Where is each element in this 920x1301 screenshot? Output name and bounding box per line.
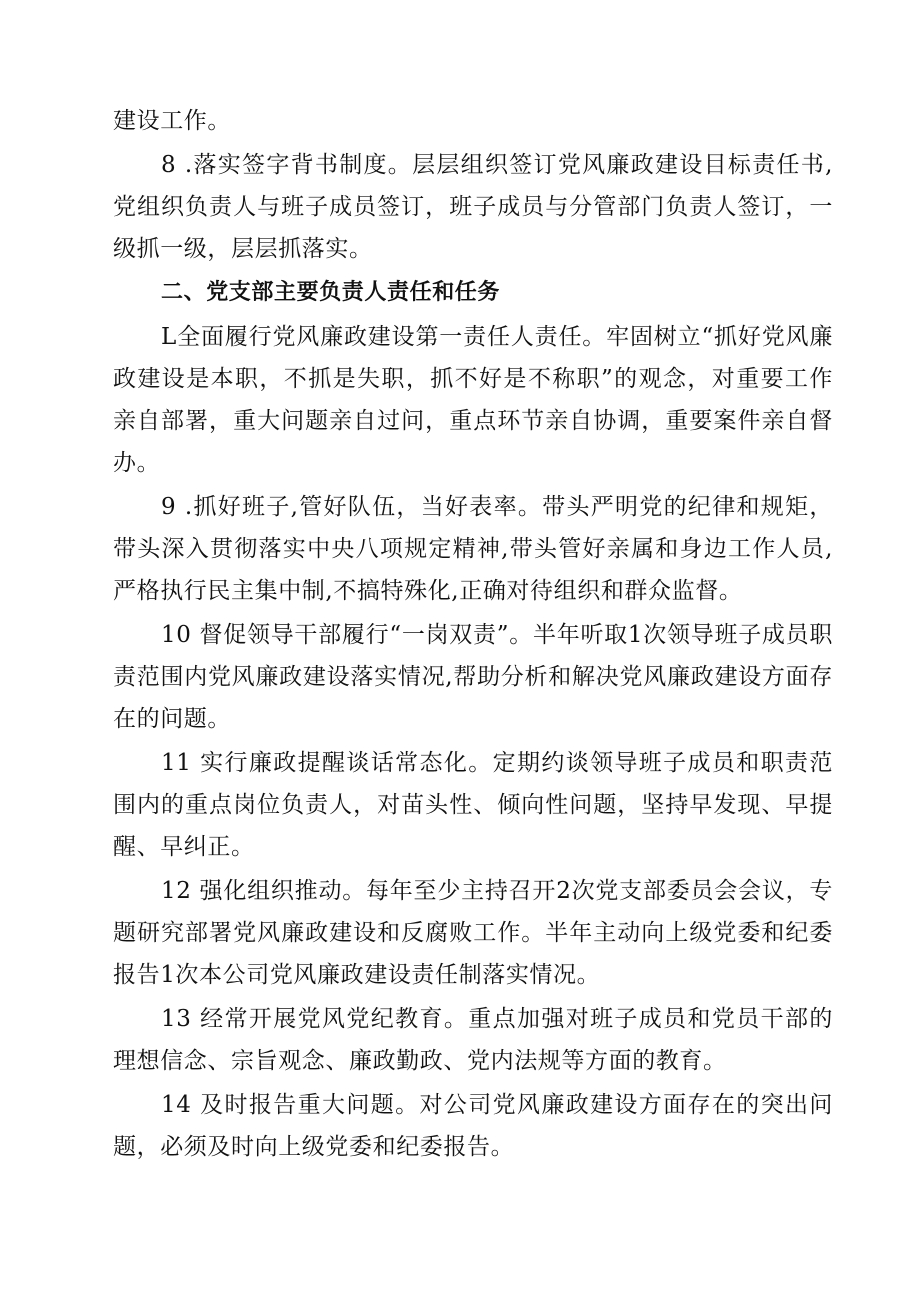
paragraph-item-9: 9 .抓好班子,管好队伍，当好表率。带头严明党的纪律和规矩，带头深入贯彻落实中央八项规定精神,带头管好亲属和身边工作人员,严格执行民主集中制,不搞特殊化,正确对待组织和群众监督。 [113,494,833,604]
paragraph-item-10: 10 督促领导干部履行“一岗双责”。半年听取1次领导班子成员职责范围内党风廉政建设落实情况,帮助分析和解决党风廉政建设方面存在的问题。 [113,622,833,732]
paragraph-item-11: 11 实行廉政提醒谈话常态化。定期约谈领导班子成员和职责范围内的重点岗位负责人，对苗头性、倾向性问题，坚持早发现、早提醒、早纠正。 [113,750,833,860]
section-heading-2: 二、党支部主要负责人责任和任务 [161,280,501,305]
paragraph-item-13: 13 经常开展党风党纪教育。重点加强对班子成员和党员干部的理想信念、宗旨观念、廉政勤政、党内法规等方面的教育。 [113,1006,833,1074]
paragraph-item-14: 14 及时报告重大问题。对公司党风廉政建设方面存在的突出问题，必须及时向上级党委和纪委报告。 [113,1092,833,1160]
paragraph-item-1: L全面履行党风廉政建设第一责任人责任。牢固树立“抓好党风廉政建设是本职，不抓是失职，抓不好是不称职”的观念，对重要工作亲自部署，重大问题亲自过问，重点环节亲自协调，重要案件亲自督办。 [113,324,833,476]
paragraph-item-8: 8 .落实签字背书制度。层层组织签订党风廉政建设目标责任书,党组织负责人与班子成员签订，班子成员与分管部门负责人签订，一级抓一级，层层抓落实。 [113,152,833,262]
paragraph-item-12: 12 强化组织推动。每年至少主持召开2次党支部委员会会议，专题研究部署党风廉政建设和反腐败工作。半年主动向上级党委和纪委报告1次本公司党风廉政建设责任制落实情况。 [113,878,833,988]
paragraph-continuation: 建设工作。 [113,108,231,134]
document-body [113,100,833,1170]
